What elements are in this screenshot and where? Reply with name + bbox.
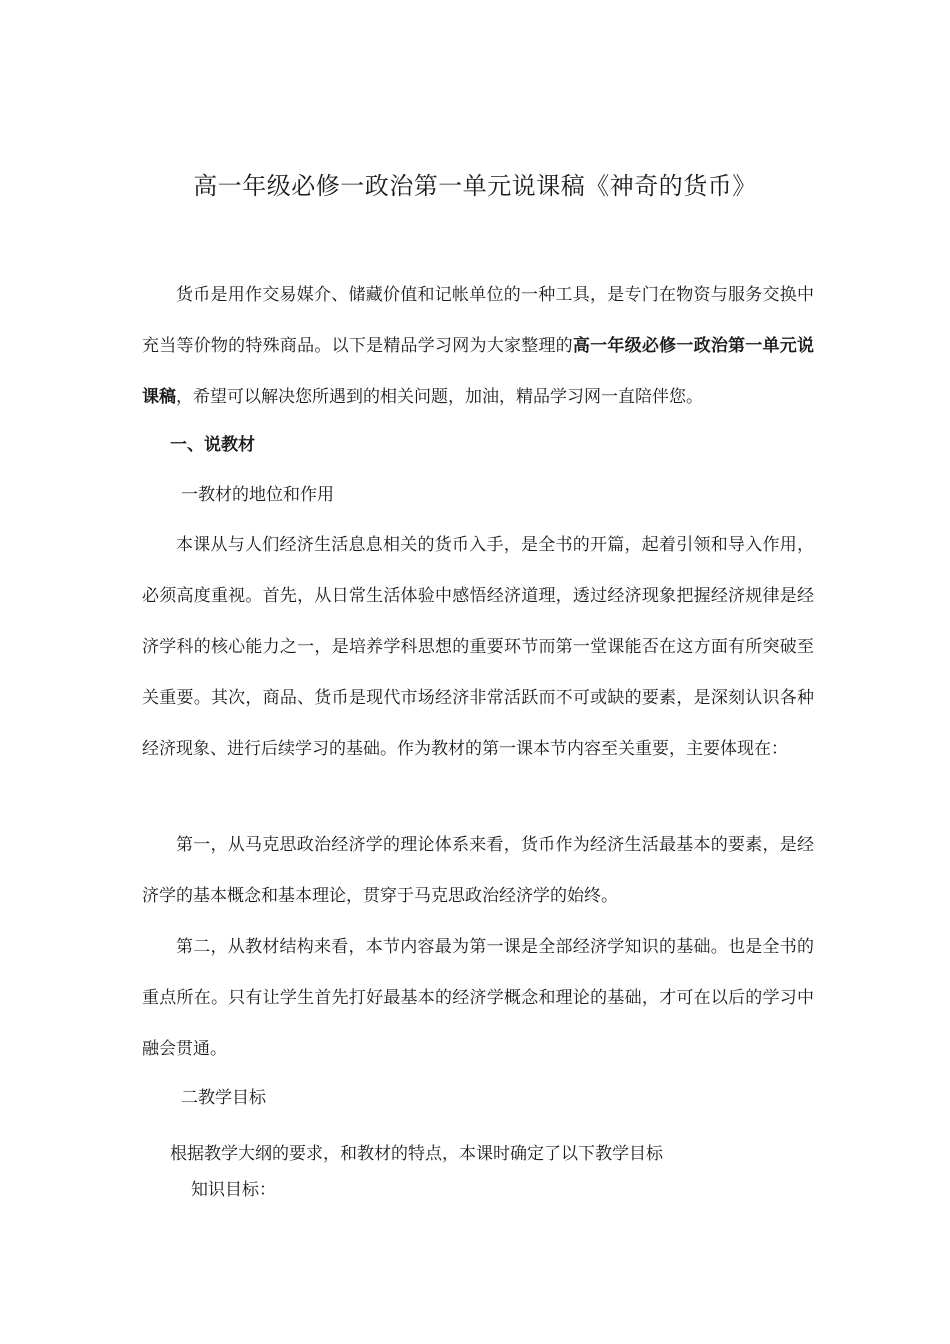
teaching-goals-intro: 根据教学大纲的要求，和教材的特点，本课时确定了以下教学目标	[170, 1144, 663, 1164]
subheading-status-role: 一教材的地位和作用	[181, 485, 334, 505]
subheading-teaching-goals: 二教学目标	[181, 1088, 266, 1108]
intro-paragraph	[142, 270, 814, 423]
knowledge-goals-label: 知识目标：	[191, 1180, 276, 1200]
document-title: 高一年级必修一政治第一单元说课稿《神奇的货币》	[193, 172, 757, 200]
intro-bold-title: 高一年级必修一政治第一单元说课稿	[142, 336, 815, 407]
intro-text-end: ，希望可以解决您所遇到的相关问题，加油，精品学习网一直陪伴您。	[176, 387, 703, 407]
intro-text-start: 货币是用作交易媒介、储藏价值和记帐单位的一种工具，是专门在物资与服务交换中充当等价物的特殊商品。以下是精品学习网为大家整理的	[142, 285, 814, 356]
textbook-paragraph: 本课从与人们经济生活息息相关的货币入手，是全书的开篇，起着引领和导入作用，必须高度重视。首先，从日常生活体验中感悟经济道理，透过经济现象把握经济规律是经济学科的核心能力之一，是培养学科思想的重要环节而第一堂课能否在这方面有所突破至关重要。其次，商品、货币是现代市场经济非常活跃而不可或缺的要素，是深刻认识各种经济现象、进行后续学习的基础。作为教材的第一课本节内容至关重要，主要体现在：	[142, 535, 814, 759]
point-first-paragraph: 第一，从马克思政治经济学的理论体系来看，货币作为经济生活最基本的要素，是经济学的基本概念和基本理论，贯穿于马克思政治经济学的始终。	[142, 835, 814, 906]
section-heading-textbook: 一、说教材	[170, 435, 255, 455]
point-second-paragraph: 第二，从教材结构来看，本节内容最为第一课是全部经济学知识的基础。也是全书的重点所在。只有让学生首先打好最基本的经济学概念和理论的基础，才可在以后的学习中融会贯通。	[142, 937, 814, 1059]
